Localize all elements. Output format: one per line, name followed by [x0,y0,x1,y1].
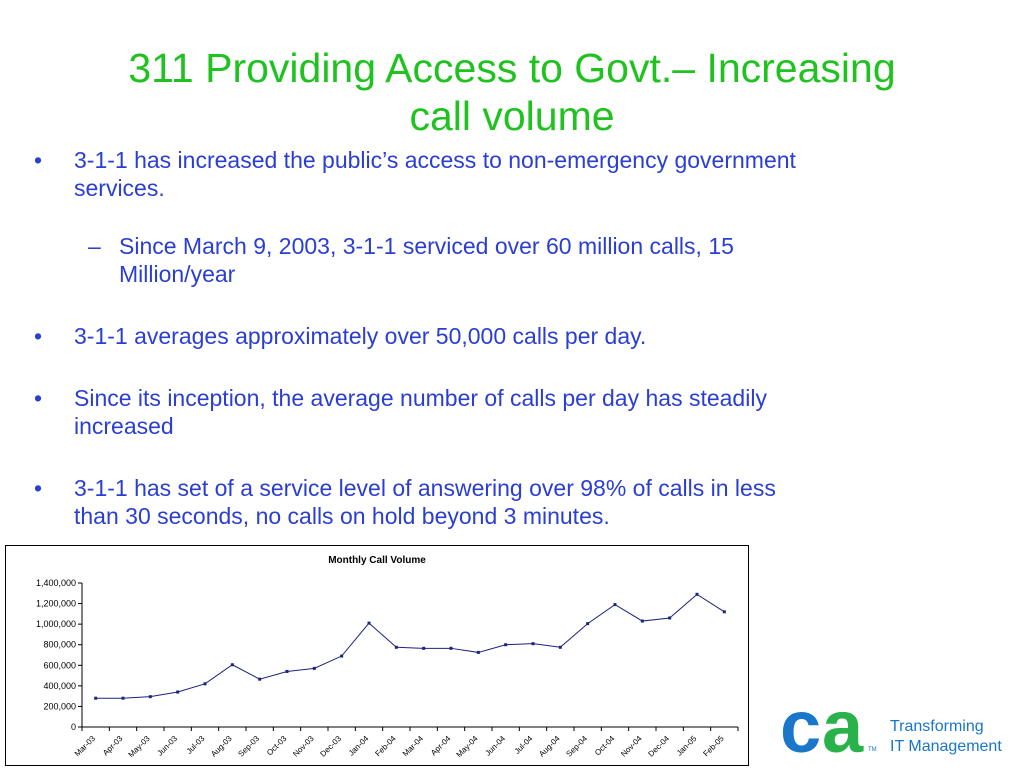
data-point [422,647,425,650]
monthly-call-volume-chart [5,545,749,766]
data-point [204,682,207,685]
x-tick-label: Mar-04 [400,734,426,759]
x-tick-label: Nov-04 [619,734,644,759]
x-tick-label: Jun-04 [483,734,508,758]
chart-title: Monthly Call Volume [328,555,426,566]
series-line [96,594,725,698]
x-tick-label: Aug-03 [209,734,234,759]
x-tick-label: Oct-04 [593,734,617,758]
x-tick-label: Apr-04 [429,734,453,758]
x-tick-label: Apr-03 [101,734,125,758]
ca-logo-mark [780,690,1020,760]
x-tick-label: Dec-03 [318,734,344,759]
data-point [395,646,398,649]
bullet-text-line: 3-1-1 has increased the public’s access to non-emergency government [74,147,796,173]
data-point [696,593,699,596]
data-point [286,670,289,673]
data-point [450,647,453,650]
bullet-marker: • [34,475,43,501]
data-point [641,620,644,623]
logo-trademark: TM [868,747,877,753]
y-tick-label: 1,000,000 [35,619,76,630]
bullet-item [30,384,990,440]
x-tick-label: Aug-04 [537,734,562,759]
data-point [231,663,234,666]
x-tick-label: May-03 [126,734,152,760]
data-point [668,616,671,619]
x-tick-label: Nov-03 [291,734,316,759]
y-tick-label: 800,000 [43,639,76,650]
data-point [614,603,617,606]
x-tick-label: Mar-03 [72,734,98,759]
x-tick-label: Feb-05 [701,734,726,759]
bullet-text-line: than 30 seconds, no calls on hold beyond 3 minutes. [74,503,610,529]
x-tick-label: Feb-04 [373,734,398,759]
data-point [532,642,535,645]
y-tick-label: 1,200,000 [35,598,76,609]
title-line-1: 311 Providing Access to Govt.– Increasing [128,45,896,91]
logo-letter-c: c [780,690,822,760]
logo-letter-a: a [822,690,864,760]
logo-tagline-line-2: IT Management [890,738,1002,755]
x-axis [73,727,738,759]
bullet-marker: • [34,147,43,173]
x-tick-label: Sep-03 [236,734,262,759]
y-tick-label: 1,400,000 [35,578,76,588]
title-line-2: call volume [409,93,615,139]
data-point [340,655,343,658]
bullet-text-line: 3-1-1 averages approximately over 50,000 calls per day. [74,323,647,349]
bullet-text-line: Since March 9, 2003, 3-1-1 serviced over 60 million calls, 15 [119,233,734,259]
data-point [723,610,726,613]
series-monthly-calls [94,593,726,700]
x-tick-label: Oct-03 [265,734,289,758]
bullet-marker: • [34,323,43,349]
data-point [586,622,589,625]
x-tick-label: Jan-04 [346,734,371,758]
data-point [477,651,480,654]
y-axis [36,578,82,732]
x-tick-label: Jun-03 [155,734,180,758]
slide-title [40,44,984,140]
sub-bullet-marker: – [88,233,101,259]
data-point [258,678,261,681]
x-tick-label: Dec-04 [646,734,672,759]
bullet-marker: • [34,385,43,411]
data-point [504,643,507,646]
x-tick-label: Jan-05 [674,734,699,758]
data-point [94,697,97,700]
x-tick-label: May-04 [454,734,480,760]
y-tick-label: 400,000 [43,680,76,691]
ca-logo [780,690,1020,760]
bullet-item [30,474,990,530]
sub-bullet-item [30,232,990,288]
y-tick-label: 600,000 [43,660,76,671]
data-point [368,622,371,625]
x-tick-label: Jul-03 [184,734,207,756]
bullet-text-line: services. [74,175,165,201]
data-point [559,646,562,649]
bullet-item [30,322,990,350]
bullet-text-line: Million/year [119,261,236,287]
logo-tagline-line-1: Transforming [890,718,984,735]
data-point [313,667,316,670]
bullet-text-line: increased [74,413,174,439]
y-tick-label: 200,000 [43,701,76,712]
chart-svg [6,546,748,765]
x-tick-label: Jul-04 [512,734,535,756]
bullet-item [30,146,990,202]
x-tick-label: Sep-04 [564,734,590,759]
data-point [122,697,125,700]
bullet-text-line: 3-1-1 has set of a service level of answering over 98% of calls in less [74,475,776,501]
y-tick-label: 0 [70,722,76,732]
data-point [149,695,152,698]
bullet-list [30,146,990,530]
bullet-text-line: Since its inception, the average number of calls per day has steadily [74,385,767,411]
data-point [176,691,179,694]
